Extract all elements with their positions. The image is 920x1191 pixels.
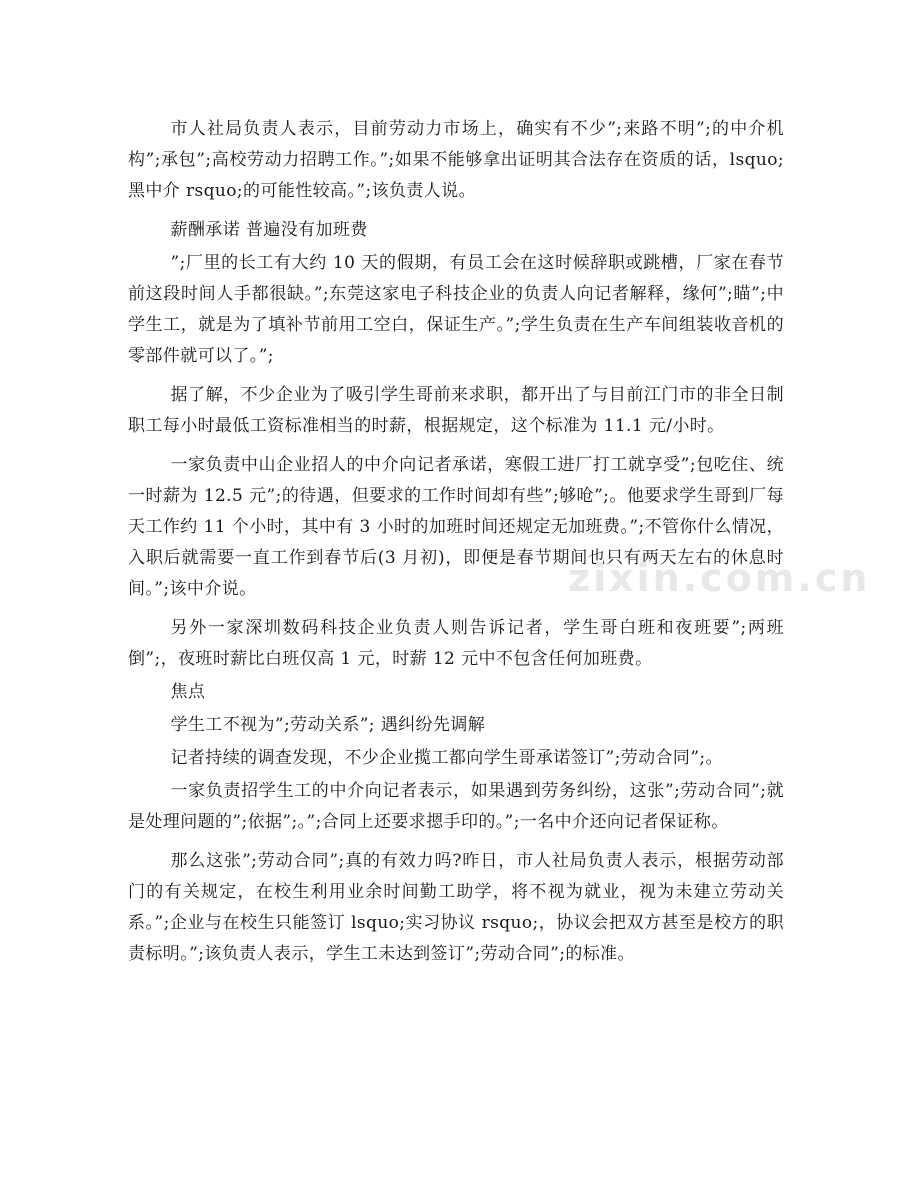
paragraph-shenzhen-company: 另外一家深圳数码科技企业负责人则告诉记者，学生哥白班和夜班要”;两班倒”;，夜班时薪比白班仅高 1 元，时薪 12 元中不包含任何加班费。 [128,618,784,669]
paragraph-hourly-wage: 据了解，不少企业为了吸引学生哥前来求职，都开出了与目前江门市的非全日制职工每小时最低工资标准相当的时薪，根据规定，这个标准为 11.1 元/小时。 [128,385,784,436]
watermark-logo: zixin.com.cn [568,556,871,600]
document-body [128,114,784,978]
section-heading-labor-relation: 学生工不视为”;劳动关系”; 遇纠纷先调解 [170,715,486,735]
paragraph-labor-bureau-statement: 市人社局负责人表示，目前劳动力市场上，确实有不少”;来路不明”;的中介机构”;承包”;高校劳动力招聘工作。”;如果不能够拿出证明其合法存在资质的话，lsquo;黑中介 rsquo;的可能性较高。”;该负责人说。 [128,119,784,201]
paragraph-survey-finding: 记者持续的调查发现，不少企业揽工都向学生哥承诺签订”;劳动合同”;。 [170,748,723,768]
paragraph-agency-contract: 一家负责招学生工的中介向记者表示，如果遇到劳务纠纷，这张”;劳动合同”;就是处理问题的”;依据”;。”;合同上还要求摁手印的。”;一名中介还向记者保证称。 [128,781,784,832]
section-heading-focus: 焦点 [170,682,206,702]
section-heading-salary: 薪酬承诺 普遍没有加班费 [170,220,368,240]
paragraph-factory-explanation: ”;厂里的长工有大约 10 天的假期，有员工会在这时候辞职或跳槽，厂家在春节前这段时间人手都很缺。”;东莞这家电子科技企业的负责人向记者解释，缘何”;瞄”;中学生工，就是为了填补节前用工空白，保证生产。”;学生负责在生产车间组装收音机的零部件就可以了。”; [128,253,784,366]
paragraph-zhongshan-agency: 一家负责中山企业招人的中介向记者承诺，寒假工进厂打工就享受”;包吃住、统一时薪为 12.5 元”;的待遇，但要求的工作时间却有些”;够呛”;。他要求学生哥到厂每天工作约 11 个小时，其中有 3 小时的加班时间还规定无加班费。”;不管你什么情况，入职后就需要一直工作到春节后(3 月初)，即便是春节期间也只有两天左右的休息时间。”;该中介说。 [128,455,784,599]
paragraph-contract-validity: 那么这张”;劳动合同”;真的有效力吗?昨日，市人社局负责人表示，根据劳动部门的有关规定，在校生利用业余时间勤工助学，将不视为就业，视为未建立劳动关系。”;企业与在校生只能签订 lsquo;实习协议 rsquo;，协议会把双方甚至是校方的职责标明。”;该负责人表示，学生工未达到签订”;劳动合同”;的标准。 [128,851,784,964]
